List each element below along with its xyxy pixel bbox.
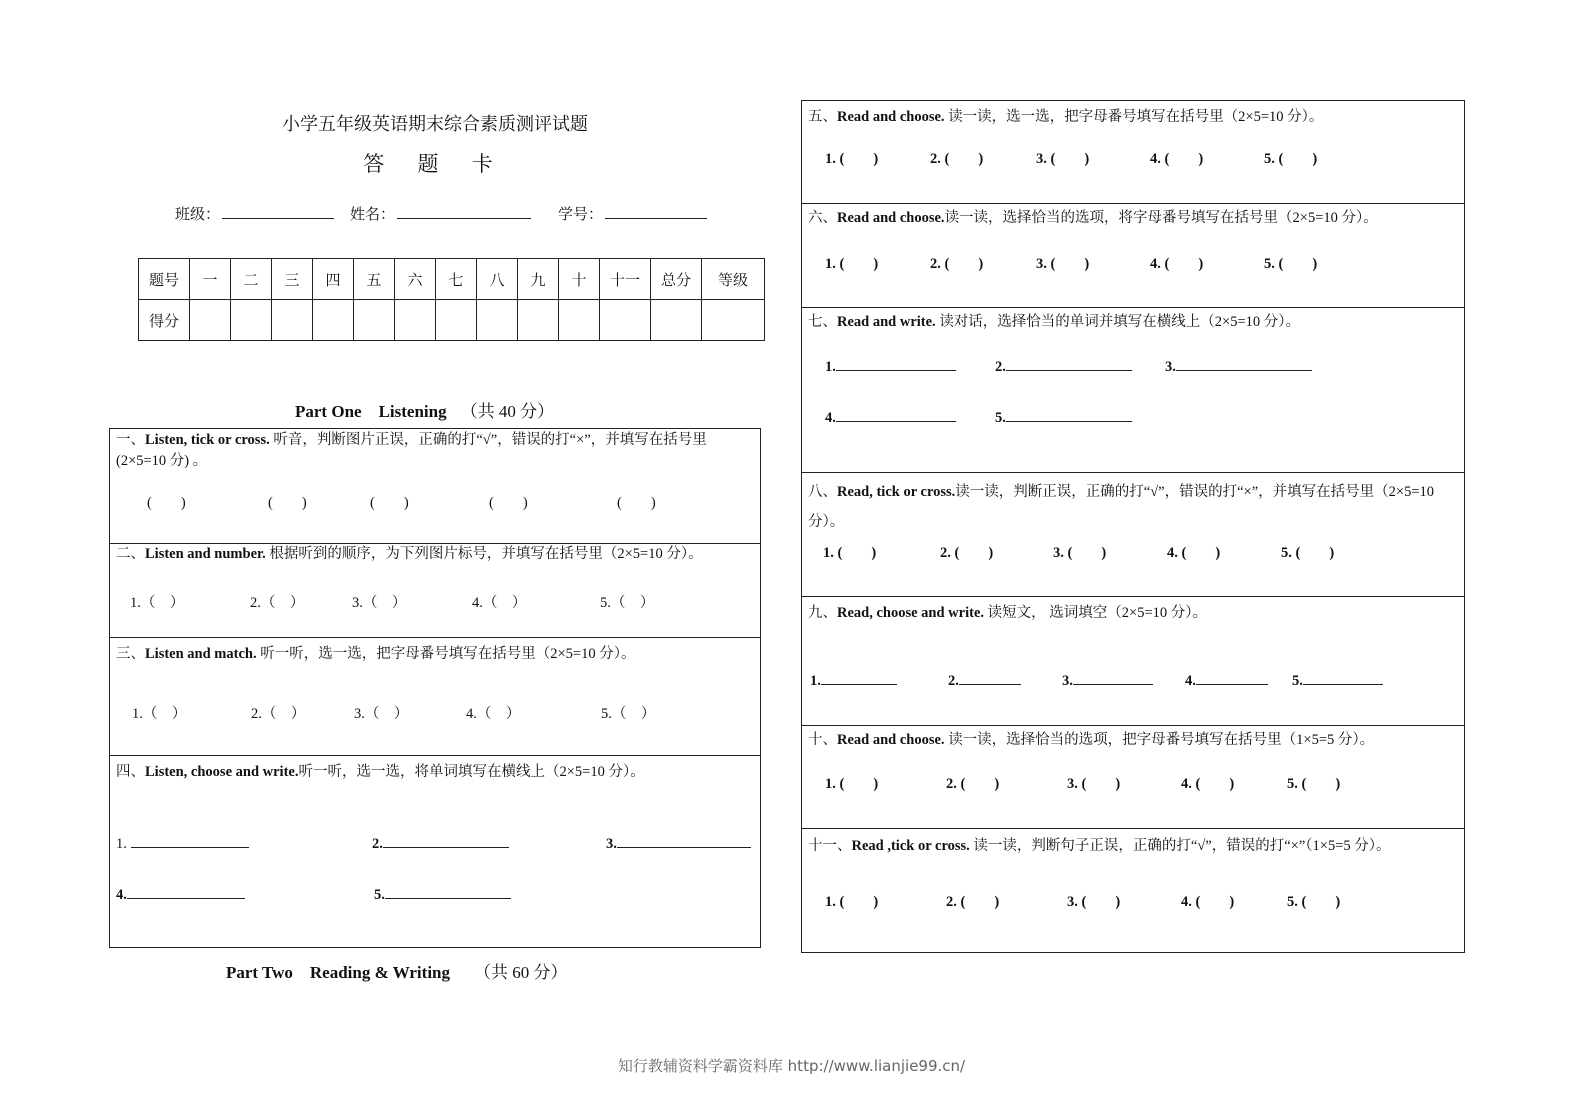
section-chinese: 听一听，选一选，把字母番号填写在括号里（2×5=10 分）。	[256, 646, 636, 662]
answer-paren[interactable]: ( )	[489, 495, 528, 511]
answer-blank[interactable]	[127, 883, 245, 899]
section-1-instruction	[116, 430, 754, 472]
section-chinese: 读短文， 选词填空（2×5=10 分）。	[984, 605, 1207, 621]
exam-title: 小学五年级英语期末综合素质测评试题	[282, 114, 588, 134]
answer-card-heading: 答 题 卡	[363, 152, 507, 176]
reading-writing-section-box	[801, 100, 1465, 953]
answer-item[interactable]: 1. ( )	[823, 545, 877, 561]
score-table-header: 九	[518, 259, 559, 300]
answer-blank-item	[116, 832, 249, 853]
item-number: 2.	[372, 836, 383, 852]
section-number: 三、	[116, 646, 145, 662]
section-10	[802, 725, 1464, 828]
section-english: Listen, tick or cross.	[145, 432, 270, 448]
section-11-instruction	[808, 833, 1458, 859]
answer-item[interactable]: 5.（ ）	[600, 595, 655, 611]
student-id-field	[558, 203, 707, 224]
score-table-header-row	[139, 259, 765, 300]
section-number: 二、	[116, 546, 145, 562]
score-row-label: 得分	[139, 300, 190, 341]
class-field	[175, 203, 334, 224]
item-number: 5.	[374, 887, 385, 903]
class-label: 班级：	[175, 207, 221, 223]
part-one-title: Part One Listening	[295, 402, 447, 421]
answer-blank-item	[116, 883, 245, 904]
score-table-header: 题号	[139, 259, 190, 300]
answer-item[interactable]: 2. ( )	[946, 894, 1000, 910]
section-7	[802, 307, 1464, 472]
item-number: 5.	[1292, 673, 1303, 689]
name-label: 姓名：	[350, 207, 396, 223]
section-3	[110, 637, 760, 755]
section-5-instruction	[808, 107, 1458, 128]
answer-blank[interactable]	[617, 832, 751, 848]
answer-blank[interactable]	[1176, 355, 1312, 371]
answer-item[interactable]: 2.（ ）	[251, 706, 306, 722]
answer-item[interactable]: 4. ( )	[1150, 151, 1204, 167]
score-table-header: 十	[559, 259, 600, 300]
answer-blank[interactable]	[131, 832, 249, 848]
answer-item[interactable]: 4. ( )	[1181, 776, 1235, 792]
section-2-instruction	[116, 544, 754, 565]
answer-item[interactable]: 3. ( )	[1067, 894, 1121, 910]
item-number: 4.	[1185, 673, 1196, 689]
part-two-heading	[226, 958, 568, 983]
section-number: 九、	[808, 605, 837, 621]
item-number: 3.	[606, 836, 617, 852]
score-table-header: 总分	[651, 259, 702, 300]
answer-item[interactable]: 1.（ ）	[132, 706, 187, 722]
section-chinese: 读一读，选择恰当的选项，将字母番号填写在括号里（2×5=10 分）。	[944, 210, 1378, 226]
answer-item[interactable]: 3.（ ）	[352, 595, 407, 611]
section-6-instruction	[808, 208, 1458, 229]
answer-blank-item	[374, 883, 511, 904]
section-2	[110, 543, 760, 637]
score-table-header: 七	[436, 259, 477, 300]
score-cell[interactable]	[231, 300, 272, 341]
answer-blank-item	[825, 406, 956, 427]
listening-section-box	[109, 428, 761, 948]
answer-blank-item	[606, 832, 751, 853]
section-chinese: 读一读，选择恰当的选项，把字母番号填写在括号里（1×5=5 分）。	[944, 732, 1375, 748]
score-cell[interactable]	[518, 300, 559, 341]
score-cell[interactable]	[354, 300, 395, 341]
section-english: Read, choose and write.	[837, 605, 985, 621]
item-number: 2.	[995, 359, 1006, 375]
answer-item[interactable]: 2. ( )	[930, 256, 984, 272]
section-english: Listen and number.	[145, 546, 266, 562]
section-english: Listen and match.	[145, 646, 257, 662]
score-table-score-row	[139, 300, 765, 341]
section-7-instruction	[808, 312, 1458, 333]
answer-item[interactable]: 5. ( )	[1264, 151, 1318, 167]
answer-item[interactable]: 5. ( )	[1287, 776, 1341, 792]
section-english: Read and write.	[837, 314, 936, 330]
footer-watermark: 知行教辅资料学霸资料库 http://www.lianjie99.cn/	[617, 1057, 966, 1075]
item-number: 4.	[825, 410, 836, 426]
section-chinese: 读一读，选一选，把字母番号填写在括号里（2×5=10 分）。	[944, 109, 1324, 125]
score-table-header: 十一	[600, 259, 651, 300]
score-table	[138, 258, 765, 341]
answer-item[interactable]: 5.（ ）	[601, 706, 656, 722]
section-6	[802, 203, 1464, 307]
answer-item[interactable]: 2. ( )	[930, 151, 984, 167]
section-chinese: 读一读，判断正误，正确的打“√”，错误的打“×”，并填写在括号里（2×5=10 分）。	[808, 484, 1435, 530]
answer-item[interactable]: 5. ( )	[1287, 894, 1341, 910]
answer-blank-item	[995, 406, 1132, 427]
score-table-header: 三	[272, 259, 313, 300]
section-9	[802, 596, 1464, 725]
score-cell[interactable]	[559, 300, 600, 341]
answer-blank-item	[995, 355, 1132, 376]
section-number: 六、	[808, 210, 837, 226]
answer-blank[interactable]	[1196, 669, 1268, 685]
answer-item[interactable]: 4.（ ）	[472, 595, 527, 611]
answer-paren[interactable]: ( )	[370, 495, 409, 511]
answer-item[interactable]: 5. ( )	[1281, 545, 1335, 561]
answer-blank[interactable]	[383, 832, 509, 848]
section-11	[802, 828, 1464, 952]
item-number: 2.	[948, 673, 959, 689]
answer-paren[interactable]: ( )	[268, 495, 307, 511]
section-english: Read ,tick or cross.	[851, 838, 970, 854]
answer-blank-item	[1292, 669, 1383, 690]
section-8	[802, 472, 1464, 596]
answer-item[interactable]: 4. ( )	[1167, 545, 1221, 561]
answer-item[interactable]: 3. ( )	[1067, 776, 1121, 792]
part-two-title: Part Two Reading & Writing	[226, 963, 450, 982]
item-number: 4.	[116, 887, 127, 903]
answer-item[interactable]: 2. ( )	[940, 545, 994, 561]
section-9-instruction	[808, 603, 1458, 624]
answer-item[interactable]: 2. ( )	[946, 776, 1000, 792]
score-table-header: 八	[477, 259, 518, 300]
section-chinese: 听音，判断图片正误，正确的打“√”，错误的打“×”，并填写在括号里(2×5=10 分) 。	[116, 432, 707, 469]
section-chinese: 听一听，选一选，将单词填写在横线上（2×5=10 分）。	[298, 764, 645, 780]
section-english: Listen, choose and write.	[145, 764, 299, 780]
answer-item[interactable]: 4.（ ）	[466, 706, 521, 722]
section-10-instruction	[808, 730, 1458, 751]
answer-item[interactable]: 5. ( )	[1264, 256, 1318, 272]
answer-item[interactable]: 4. ( )	[1181, 894, 1235, 910]
section-4	[110, 755, 760, 947]
answer-paren[interactable]: ( )	[617, 495, 656, 511]
item-number: 1.	[116, 836, 127, 852]
answer-item[interactable]: 1. ( )	[825, 776, 879, 792]
score-cell[interactable]	[190, 300, 231, 341]
item-number: 5.	[995, 410, 1006, 426]
section-number: 十一、	[808, 838, 852, 854]
answer-blank-item	[372, 832, 509, 853]
part-one-heading	[295, 397, 554, 422]
score-table-header: 一	[190, 259, 231, 300]
section-chinese: 根据听到的顺序，为下列图片标号，并填写在括号里（2×5=10 分）。	[265, 546, 703, 562]
answer-blank-item	[810, 669, 897, 690]
answer-item[interactable]: 1. ( )	[825, 256, 879, 272]
section-number: 五、	[808, 109, 837, 125]
item-number: 3.	[1165, 359, 1176, 375]
answer-item[interactable]: 1. ( )	[825, 151, 879, 167]
section-chinese: 读对话，选择恰当的单词并填写在横线上（2×5=10 分）。	[935, 314, 1301, 330]
section-chinese: 读一读，判断句子正误，正确的打“√”，错误的打“×”（1×5=5 分）。	[969, 838, 1391, 854]
section-english: Read and choose.	[837, 732, 945, 748]
score-table-header: 四	[313, 259, 354, 300]
answer-blank-item	[948, 669, 1021, 690]
section-english: Read and choose.	[837, 109, 945, 125]
score-cell[interactable]	[651, 300, 702, 341]
part-two-score: （共 60 分）	[474, 963, 568, 982]
score-cell[interactable]	[702, 300, 765, 341]
score-table-header: 五	[354, 259, 395, 300]
score-table-header: 六	[395, 259, 436, 300]
section-4-instruction	[116, 762, 754, 783]
student-id-blank[interactable]	[605, 204, 707, 219]
item-number: 1.	[810, 673, 821, 689]
section-number: 十、	[808, 732, 837, 748]
score-table-header: 等级	[702, 259, 765, 300]
answer-blank[interactable]	[959, 669, 1021, 685]
section-english: Read, tick or cross.	[837, 484, 956, 500]
section-number: 一、	[116, 432, 145, 448]
score-cell[interactable]	[313, 300, 354, 341]
answer-blank[interactable]	[1303, 669, 1383, 685]
answer-item[interactable]: 4. ( )	[1150, 256, 1204, 272]
section-number: 八、	[808, 484, 837, 500]
answer-blank-item	[1185, 669, 1268, 690]
section-8-instruction	[808, 477, 1458, 537]
answer-blank[interactable]	[1073, 669, 1153, 685]
answer-blank[interactable]	[836, 355, 956, 371]
score-cell[interactable]	[477, 300, 518, 341]
answer-blank-item	[1165, 355, 1312, 376]
score-table-header: 二	[231, 259, 272, 300]
score-cell[interactable]	[272, 300, 313, 341]
score-cell[interactable]	[395, 300, 436, 341]
answer-item[interactable]: 3. ( )	[1036, 151, 1090, 167]
answer-paren[interactable]: ( )	[147, 495, 186, 511]
student-id-label: 学号：	[558, 207, 604, 223]
answer-item[interactable]: 2.（ ）	[250, 595, 305, 611]
answer-blank-item	[1062, 669, 1153, 690]
answer-item[interactable]: 1. ( )	[825, 894, 879, 910]
answer-blank[interactable]	[821, 669, 897, 685]
answer-blank[interactable]	[385, 883, 511, 899]
name-field	[350, 203, 531, 224]
answer-item[interactable]: 1.（ ）	[130, 595, 185, 611]
answer-blank[interactable]	[1006, 355, 1132, 371]
class-blank[interactable]	[222, 204, 334, 219]
part-one-score: （共 40 分）	[460, 402, 555, 421]
section-english: Read and choose.	[837, 210, 945, 226]
name-blank[interactable]	[397, 204, 531, 219]
answer-blank-item	[825, 355, 956, 376]
item-number: 1.	[825, 359, 836, 375]
answer-item[interactable]: 3.（ ）	[354, 706, 409, 722]
answer-item[interactable]: 3. ( )	[1036, 256, 1090, 272]
section-1	[110, 429, 760, 543]
score-cell[interactable]	[436, 300, 477, 341]
answer-item[interactable]: 3. ( )	[1053, 545, 1107, 561]
section-5	[802, 101, 1464, 203]
section-number: 四、	[116, 764, 145, 780]
section-number: 七、	[808, 314, 837, 330]
answer-blank[interactable]	[836, 406, 956, 422]
item-number: 3.	[1062, 673, 1073, 689]
answer-blank[interactable]	[1006, 406, 1132, 422]
score-cell[interactable]	[600, 300, 651, 341]
section-3-instruction	[116, 644, 754, 665]
